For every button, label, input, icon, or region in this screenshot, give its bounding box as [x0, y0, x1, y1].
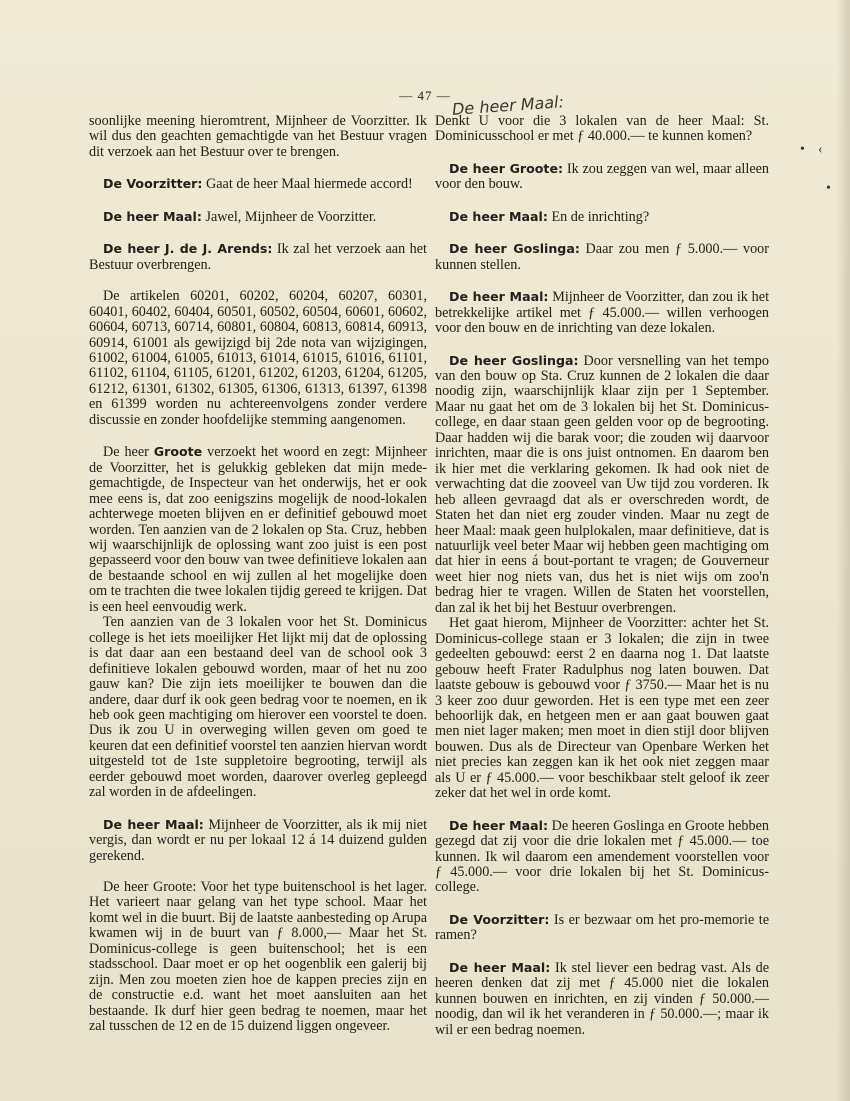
- speaker-name: De heer Goslinga:: [449, 241, 580, 257]
- right-column: [435, 114, 769, 1054]
- speaker-name: De heer Goslinga:: [449, 352, 579, 368]
- speaker-name: De heer Groote:: [449, 160, 564, 176]
- paragraph: De heer Maal: En de inrichting?: [449, 208, 650, 225]
- margin-mark: ‹: [818, 142, 823, 157]
- paragraph: De heer Groote verzoekt het woord en zegt: Mijnheer de Voorzitter, het is gelukkig gebleken dat mijn mede-gemachtigde, de Inspecteur van het onderwijs, het er ook mee eens is, dat zoo eenigszins mogelijk de nood-lokalen achterwege moeten blijven en er definitief gebouwd moet worden. Ten aanzien van de 2 lokalen op Sta. Cruz, hebben wij waarschijnlijk de oplossing want zoo juist is een post gepasseerd voor den bouw van twee definitieve lokalen aan de bestaande school en wij zullen al het mogelijke doen om te trachten die twee lokalen tijdig gereed te krijgen. Dat is een heel eenvoudig werk.: [89, 444, 428, 615]
- margin-mark: •: [826, 181, 831, 196]
- paragraph: De heer Maal: Mijnheer de Voorzitter, als ik mij niet vergis, dan wordt er nu per lokaal 12 á 14 duizend gulden gerekend.: [89, 816, 428, 864]
- paragraph: De artikelen 60201, 60202, 60204, 60207, 60301, 60401, 60402, 60404, 60501, 60502, 60504, 60601, 60602, 60604, 60713, 60714, 60801, 60804, 60813, 60814, 60913, 60914, 61001 als gewijzigd bij 2de nota van wijzigingen, 61002, 61004, 61005, 61013, 61014, 61015, 61016, 61101, 61102, 61104, 61105, 61201, 61202, 61203, 61204, 61205, 61212, 61301, 61302, 61305, 61306, 61313, 61397, 61398 en 61399 worden nu achtereenvolgens zonder verdere discussie en zonder hoofdelijke stemming aangenomen.: [89, 288, 427, 428]
- speaker-name: Groote: [153, 444, 203, 460]
- margin-mark: •: [800, 142, 805, 157]
- speaker-name: De heer Maal:: [449, 959, 551, 975]
- speaker-name: De heer Maal:: [103, 208, 202, 224]
- paragraph: De Voorzitter: Gaat de heer Maal hiermede accord!: [103, 176, 413, 193]
- speaker-name: De Voorzitter:: [103, 176, 203, 192]
- paragraph: De heer Maal: De heeren Goslinga en Groote hebben gezegd dat zij voor die drie lokalen met ƒ 45.000.— toe kunnen. Ik wil daarom een amendement voorstellen voor ƒ 45.000.— voor drie lokalen bij het St. Dominicus-college.: [435, 817, 769, 896]
- speaker-name: De heer Maal:: [449, 289, 549, 305]
- paragraph: De Voorzitter: Is er bezwaar om het pro-memorie te ramen?: [435, 911, 769, 944]
- paragraph: De heer Maal: Jawel, Mijnheer de Voorzitter.: [103, 208, 377, 225]
- paragraph: De heer J. de J. Arends: Ik zal het verzoek aan het Bestuur overbrengen.: [89, 241, 427, 273]
- paragraph: De heer Groote: Ik zou zeggen van wel, maar alleen voor den bouw.: [435, 160, 770, 193]
- paragraph: De heer Goslinga: Daar zou men ƒ 5.000.— voor kunnen stellen.: [435, 241, 770, 273]
- speaker-name: De heer J. de J. Arends:: [103, 241, 273, 257]
- paragraph: De heer Maal: Mijnheer de Voorzitter, dan zou ik het betrekkelijke artikel met ƒ 45.000.— willen verhoogen voor den bouw en de inrichting van deze lokalen.: [435, 289, 770, 337]
- page-number: — 47 —: [399, 88, 451, 103]
- paragraph: Ten aanzien van de 3 lokalen voor het St. Dominicus college is het iets moeilijker Het lijkt mij dat de oplossing is dat daar aan een bestaand deel van de school ook 3 definitieve lokalen gebouwd worden, maar of het nu zoo gauw kan? Die zijn iets moeilijker te bouwen dan die andere, daar durf ik ook geen bedrag voor te noemen, en ik heb ook geen machtiging om hierover een voorstel te doen. Dus ik zou U in overweging willen geven om goed te keuren dat een definitief voorstel ten aanzien hiervan wordt uitgesteld tot de 1ste suppletoire begrooting, terwijl als eerder gebouwd moet worden, daarover overleg gepleegd zal worden in de afdeelingen.: [89, 614, 427, 801]
- paragraph: De heer Goslinga: Door versnelling van het tempo van den bouw op Sta. Cruz kunnen de 2 lokalen die daar noodig zijn, waarschijnlijk klaar zijn per 1 September. Maar nu gaat het om de 3 lokalen bij het St. Dominicus-college, en daar staan geen gelden voor op de begrooting. Daar hadden wij die barak voor; die zouden wij daarvoor inrichten, maar die is ons juist ontnomen. En daarom ben ik hier met die verklaring gekomen. Ik had ook niet de verwachting dat die zooveel van Uw tijd zou vorderen. Ik heb alleen gevraagd dat als er overschreden wordt, de Staten het dan niet erg zouder vinden. Maar nu zegt de heer Maal: maak geen hulplokalen, maar definitieve, dat is natuurlijk veel beter Maar wij hebben geen machtiging om dat hier in eens á bout-portant te vragen; de Gouverneur weet hier nog niets van, dus het is niet wijs om zoo'n bedrag hier te vragen. Willen de Staten het voorstellen, dan zal ik het bij het Bestuur overbrengen.: [435, 352, 769, 616]
- speaker-name: De Voorzitter:: [449, 911, 550, 927]
- speaker-name: De heer Maal:: [449, 208, 548, 224]
- paragraph: De heer Maal: Ik stel liever een bedrag vast. Als de heeren denken dat zij met ƒ 45.000 niet die lokalen kunnen bouwen en inrichten, en zij vinden ƒ 50.000.— noodig, dan wil ik het veranderen in ƒ 50.000.—; maar ik wil er een bedrag noemen.: [435, 959, 770, 1038]
- speaker-name: De heer Maal:: [103, 816, 204, 832]
- paragraph: De heer Groote: Voor het type buitenschool is het lager. Het varieert naar gelang van het type school. Maar het komt wel in die buurt. Bij de laatste aanbesteding op Arupa kwamen wij in de buurt van ƒ 8.000,— Maar het St. Dominicus-college is geen buitenschool; het is een stadsschool. Daar moet er op het oogenblik een galerij bij zijn. Men zou moeten zien hoe de kappen precies zijn en de constructie e.d. want het moet aansluiten aan het bestaande. Ik durf hier geen bedrag te noemen, maar het zal tusschen de 12 en de 15 duizend liggen ongeveer.: [89, 879, 427, 1035]
- speaker-name: De heer Maal:: [449, 817, 549, 833]
- handwritten-annotation: De heer Maal:: [451, 92, 565, 119]
- paragraph: soonlijke meening hieromtrent, Mijnheer de Voorzitter. Ik wil dus den geachten gemachtigde van het Bestuur vragen dit verzoek aan het Bestuur over te brengen.: [89, 113, 427, 160]
- paragraph: Het gaat hierom, Mijnheer de Voorzitter: achter het St. Dominicus-college staan er 3 lokalen; die zijn in twee gedeelten gebouwd: eerst 2 en daarna nog 1. Dat laatste gebouw heeft Frater Radulphus nog laten bouwen. Dat laatste gebouw is gebouwd voor ƒ 3750.— Maar het is nu 3 keer zoo duur geworden. Het is een type met een zeer behoorlijk dak, en hetgeen men er aan gaat bouwen gaat men niet lager maken; men moet in dien stijl door blijven bouwen. Dus als de Directeur van Openbare Werken het niet precies kan zeggen kan ik het ook niet zeggen maar als U er ƒ 45.000.— voor beschikbaar stelt geloof ik zeer zeker dat het wel in orde komt.: [435, 615, 769, 802]
- left-column: [89, 114, 427, 1051]
- page-edge-shadow: [836, 0, 850, 1101]
- paragraph: Denkt U voor die 3 lokalen van de heer Maal: St. Dominicusschool er met ƒ 40.000.— te kunnen komen?: [435, 113, 769, 145]
